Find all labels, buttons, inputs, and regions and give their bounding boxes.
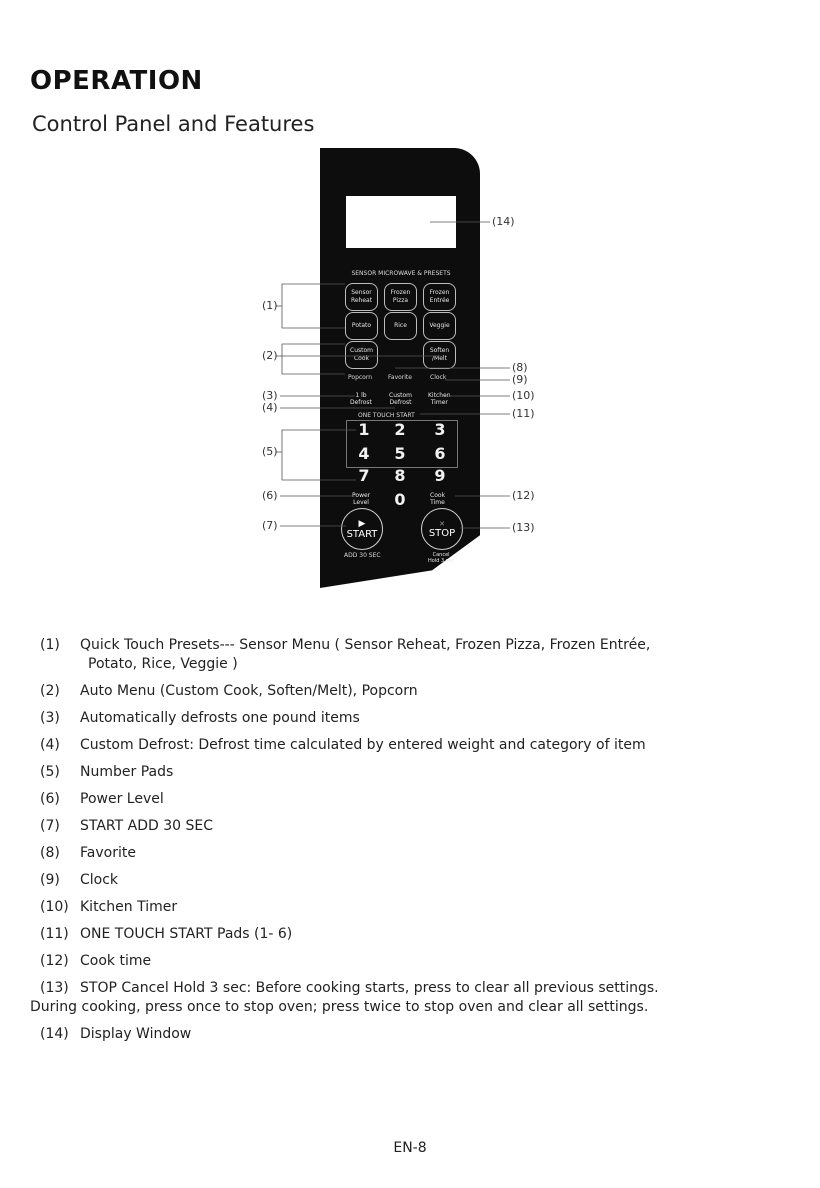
legend-text: Favorite xyxy=(80,845,136,861)
legend-item xyxy=(40,817,700,836)
digit-9: 9 xyxy=(434,466,446,485)
label-custom-defrost: Custom Defrost xyxy=(389,392,412,406)
digit-2: 2 xyxy=(394,420,406,439)
label-power-level: Power Level xyxy=(352,492,371,506)
legend-text: START ADD 30 SEC xyxy=(80,818,213,834)
digit-3: 3 xyxy=(434,420,446,439)
display-window xyxy=(346,196,456,248)
callout-8: (8) xyxy=(512,361,528,374)
callout-14: (14) xyxy=(492,215,515,228)
legend-text: Power Level xyxy=(80,791,164,807)
digit-1: 1 xyxy=(358,420,370,439)
legend-item xyxy=(30,979,700,1017)
legend-item xyxy=(40,709,700,728)
start-button xyxy=(341,508,383,550)
cancel-x-icon: ✕ xyxy=(439,519,445,528)
legend-continuation: During cooking, press once to stop oven; press twice to stop oven and clear all settings. xyxy=(30,999,649,1015)
legend-text: Kitchen Timer xyxy=(80,899,178,915)
legend-text: Clock xyxy=(80,872,119,888)
label-kitchen-timer: Kitchen Timer xyxy=(428,392,451,406)
callout-6: (6) xyxy=(262,489,278,502)
legend-number: (12) xyxy=(40,953,69,969)
page-subheading: Control Panel and Features xyxy=(32,112,315,136)
legend-continuation: Potato, Rice, Veggie ) xyxy=(88,656,238,672)
legend-number: (5) xyxy=(40,764,60,780)
preset-soften-melt: Soften /Melt xyxy=(423,341,456,369)
legend-text: Cook time xyxy=(80,953,152,969)
preset-potato: Potato xyxy=(345,312,378,340)
legend-number: (13) xyxy=(40,980,69,996)
legend-text: ONE TOUCH START Pads (1- 6) xyxy=(80,926,293,942)
digit-0: 0 xyxy=(394,490,406,509)
page-heading: OPERATION xyxy=(30,66,203,96)
preset-custom-cook: Custom Cook xyxy=(345,341,378,369)
stop-label: STOP xyxy=(428,527,456,539)
stop-button xyxy=(421,508,463,550)
legend-item xyxy=(40,844,700,863)
callout-9: (9) xyxy=(512,373,528,386)
label-clock: Clock xyxy=(430,374,447,381)
legend-text: Automatically defrosts one pound items xyxy=(80,710,360,726)
legend-item xyxy=(40,925,700,944)
legend-text: Display Window xyxy=(80,1026,192,1042)
digit-4: 4 xyxy=(358,444,370,463)
legend-number: (10) xyxy=(40,899,69,915)
legend-text: STOP Cancel Hold 3 sec: Before cooking starts, press to clear all previous settings. xyxy=(80,980,659,996)
callout-10: (10) xyxy=(512,389,535,402)
feature-legend xyxy=(30,636,700,1052)
legend-number: (3) xyxy=(40,710,60,726)
legend-text: Custom Defrost: Defrost time calculated by entered weight and category of item xyxy=(80,737,646,753)
start-sub-label: ADD 30 SEC xyxy=(344,552,381,559)
section-label: SENSOR MICROWAVE & PRESETS xyxy=(351,270,451,277)
start-label: START xyxy=(346,528,378,540)
legend-number: (9) xyxy=(40,872,60,888)
legend-item xyxy=(40,871,700,890)
label-popcorn: Popcorn xyxy=(348,374,373,381)
callout-3: (3) xyxy=(262,389,278,402)
legend-number: (7) xyxy=(40,818,60,834)
label-1lb-defrost: 1 lb Defrost xyxy=(350,392,372,406)
legend-item xyxy=(40,898,700,917)
legend-item xyxy=(40,790,700,809)
preset-rice: Rice xyxy=(384,312,417,340)
legend-number: (1) xyxy=(40,637,60,653)
callout-12: (12) xyxy=(512,489,535,502)
legend-text: Number Pads xyxy=(80,764,174,780)
preset-sensor-reheat: Sensor Reheat xyxy=(345,283,378,311)
label-favorite: Favorite xyxy=(388,374,412,381)
legend-number: (6) xyxy=(40,791,60,807)
play-icon: ▶ xyxy=(358,518,366,529)
callout-1: (1) xyxy=(262,299,278,312)
legend-number: (2) xyxy=(40,683,60,699)
callout-11: (11) xyxy=(512,407,535,420)
legend-item xyxy=(40,636,700,674)
callout-5: (5) xyxy=(262,445,278,458)
callout-4: (4) xyxy=(262,401,278,414)
legend-item xyxy=(40,1025,700,1044)
callout-7: (7) xyxy=(262,519,278,532)
legend-number: (14) xyxy=(40,1026,69,1042)
legend-item xyxy=(40,952,700,971)
preset-frozen-pizza: Frozen Pizza xyxy=(384,283,417,311)
legend-number: (4) xyxy=(40,737,60,753)
legend-number: (11) xyxy=(40,926,69,942)
stop-sub-label: Cancel Hold 3 sec xyxy=(428,552,455,564)
legend-item xyxy=(40,763,700,782)
legend-text: Auto Menu (Custom Cook, Soften/Melt), Popcorn xyxy=(80,683,418,699)
legend-text: Quick Touch Presets--- Sensor Menu ( Sensor Reheat, Frozen Pizza, Frozen Entrée, xyxy=(80,637,651,653)
label-cook-time: Cook Time xyxy=(430,492,446,506)
one-touch-label: ONE TOUCH START xyxy=(358,412,415,419)
legend-item xyxy=(40,736,700,755)
callout-13: (13) xyxy=(512,521,535,534)
digit-8: 8 xyxy=(394,466,406,485)
preset-veggie: Veggie xyxy=(423,312,456,340)
legend-item xyxy=(40,682,700,701)
legend-number: (8) xyxy=(40,845,60,861)
digit-6: 6 xyxy=(434,444,446,463)
digit-7: 7 xyxy=(358,466,370,485)
digit-5: 5 xyxy=(394,444,406,463)
preset-frozen-entree: Frozen Entrée xyxy=(423,283,456,311)
page-footer: EN-8 xyxy=(393,1140,427,1156)
callout-2: (2) xyxy=(262,349,278,362)
